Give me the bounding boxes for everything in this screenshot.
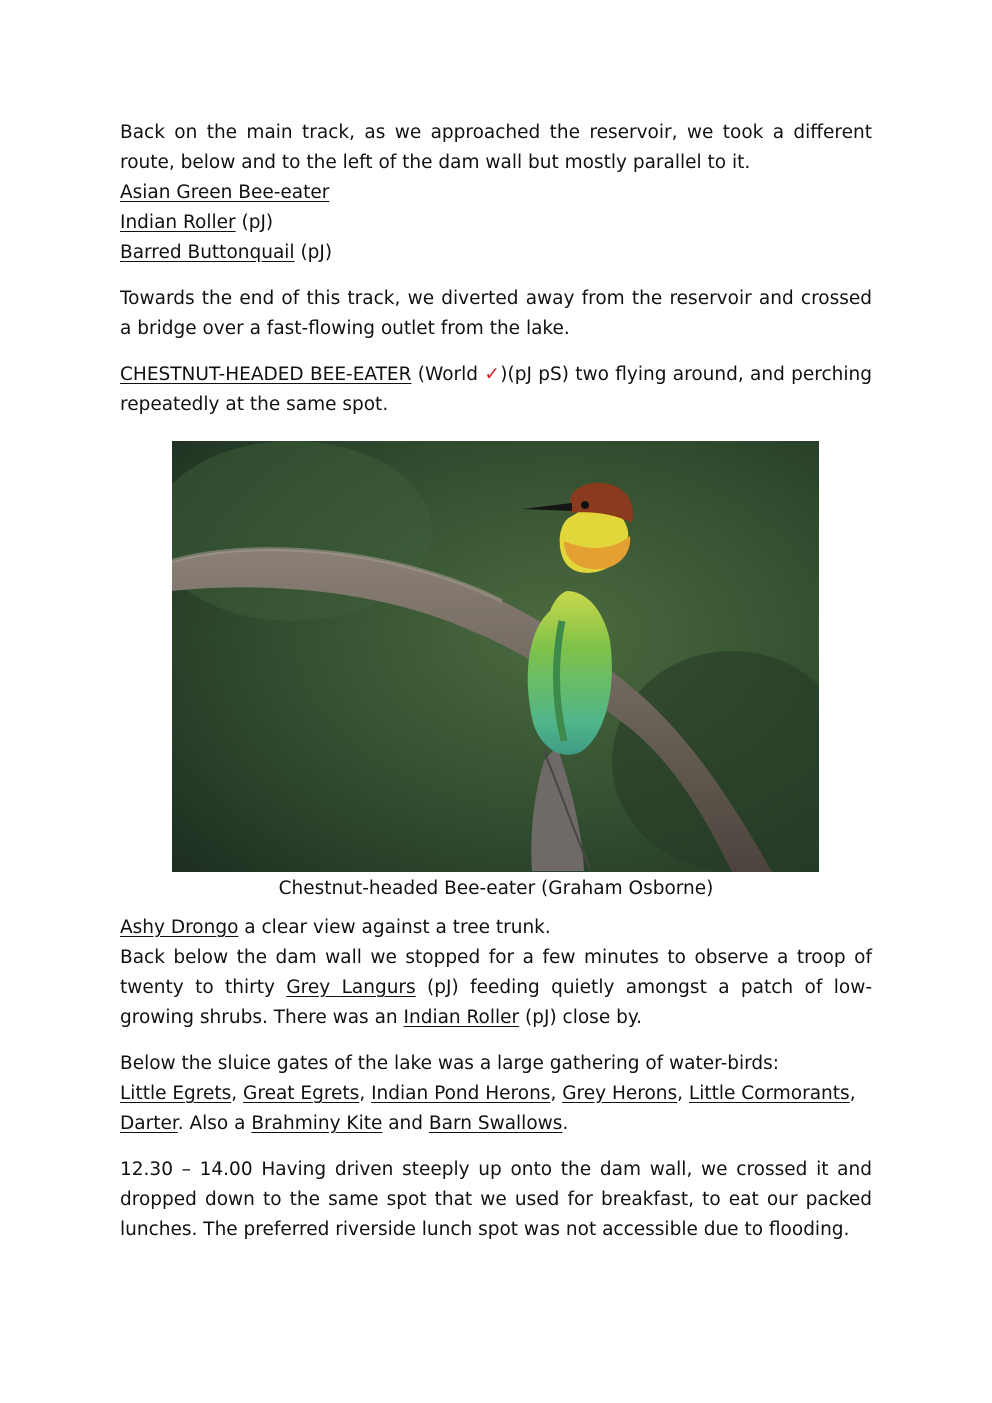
species-line [120, 178, 872, 208]
species-name: CHESTNUT-HEADED BEE-EATER [120, 364, 412, 385]
document-body [120, 118, 872, 436]
species-name: Asian Green Bee-eater [120, 182, 330, 203]
species-name: Barred Buttonquail [120, 242, 295, 263]
species-line: Barred Buttonquail (pJ) [120, 242, 333, 263]
species-list [120, 178, 872, 268]
paragraph-main-track [120, 118, 872, 178]
species-name: Indian Roller [403, 1007, 520, 1028]
species-name: Ashy Drongo [120, 917, 239, 938]
species-name: Indian Roller [120, 212, 236, 233]
species-name: Grey Herons [562, 1083, 678, 1104]
species-name: Indian Pond Herons [371, 1083, 551, 1104]
species-name: Barn Swallows [428, 1113, 563, 1134]
species-name: Great Egrets [243, 1083, 360, 1104]
document-body-lower [120, 913, 872, 1261]
bird-photo [172, 441, 819, 872]
paragraph-chestnut-bee-eater: CHESTNUT-HEADED BEE-EATER (World ✓)(pJ pS) two flying around, and perching repeatedly at the same spot. [120, 364, 872, 415]
species-line: Indian Roller (pJ) [120, 212, 274, 233]
photo-caption: Chestnut-headed Bee-eater (Graham Osborne) [278, 878, 714, 899]
species-name: Grey Langurs [286, 977, 416, 998]
species-name: Darter [120, 1113, 178, 1134]
species-name: Little Cormorants [688, 1083, 850, 1104]
paragraph-water-birds: Below the sluice gates of the lake was a large gathering of water-birds: Little Egrets, Great Egrets, Indian Pond Herons, Grey Herons, Little Cormorants, Darter. Also a Brahminy Kite and Barn Swallows. [120, 1053, 856, 1134]
species-name: Brahminy Kite [251, 1113, 383, 1134]
paragraph-lunch: 12.30 – 14.00 Having driven steeply up onto the dam wall, we crossed it and dropped down to the same spot that we used for breakfast, to eat our packed lunches. The preferred riverside lunch spot was not accessible due to flooding. [120, 1159, 872, 1240]
checkmark-icon: ✓ [484, 364, 501, 385]
paragraph-diversion: Towards the end of this track, we diverted away from the reservoir and crossed a bridge over a fast-flowing outlet from the lake. [120, 288, 872, 339]
paragraph-text: Back on the main track, as we approached the reservoir, we took a different route, below and to the left of the dam wall but mostly parallel to it. [120, 122, 872, 173]
paragraph-drongo-langurs: Ashy Drongo a clear view against a tree trunk. Back below the dam wall we stopped for a few minutes to observe a troop of twenty to thirty Grey Langurs (pJ) feeding quietly amongst a patch of low-growing shrubs. There was an Indian Roller (pJ) close by. [120, 917, 873, 1028]
species-name: Little Egrets [120, 1083, 232, 1104]
bee-eater-illustration [172, 441, 819, 872]
